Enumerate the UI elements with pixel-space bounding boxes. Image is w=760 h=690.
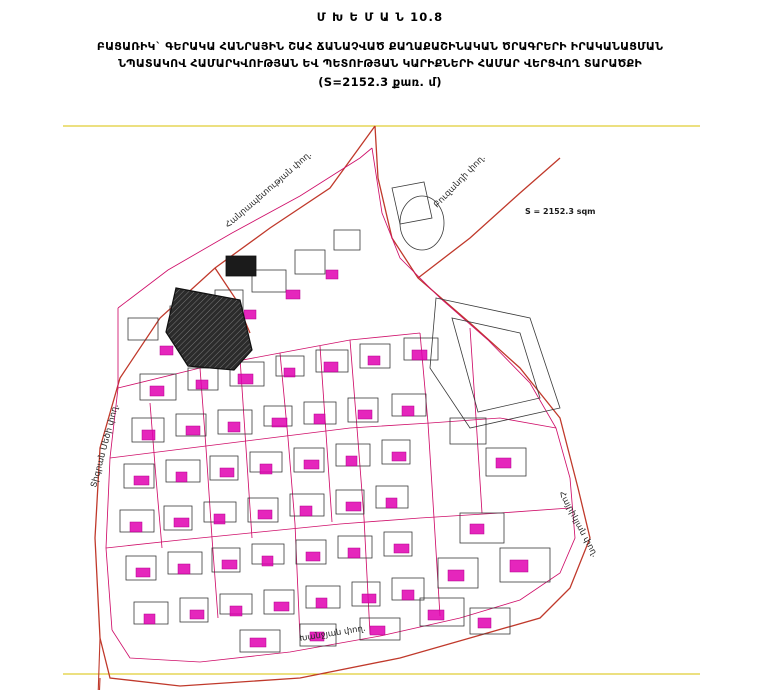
document-number: Մ Խ Ե Մ Ա Ն 10.8 <box>316 10 444 24</box>
street-label-tigran-metsi: Տիգրան Մեծի փող. <box>89 403 122 489</box>
document-title-line2: ՆՊԱՏԱԿՈՎ ՀԱՄԱՐԿՎՈՒԹՅԱՆ ԵՎ ՊԵՏՈՒԹՅԱՆ ԿԱՐԻՔՆԵՐԻ ՀԱՄԱՐ ՎԵՐՑՎՈՂ ՏԱՐԱԾՔԻ <box>118 57 642 71</box>
highlighted-expropriation-area <box>166 256 256 370</box>
street-label-buzandi: Բուզանդի փող. <box>431 152 488 211</box>
document-title-line1: ԲԱՑԱՌԻԿ` ԳԵՐԱԿԱ ՀԱՆՐԱՅԻՆ ՇԱՀ ՃԱՆԱՉՎԱԾ ՔԱՂԱՔԱՇԻՆԱԿԱՆ ԾՐԱԳՐԵՐԻ ԻՐԱԿԱՆԱՑՄԱՆ <box>96 40 664 53</box>
map-figure <box>0 118 760 690</box>
cadastral-map-svg <box>0 118 760 690</box>
parcel-boundaries <box>106 148 575 662</box>
document-header <box>0 0 760 89</box>
area-annotation: S = 2152.3 sqm <box>525 207 596 216</box>
building-footprints <box>120 182 560 652</box>
street-label-hayrikyan: Հայրիկյան փող. <box>556 489 600 560</box>
street-label-hanrapetutyan: Հանրապետության փող. <box>223 149 314 231</box>
document-subtitle: (S=2152.3 քառ. մ) <box>318 75 442 90</box>
street-label-khanjyan: Խանջյան փող. <box>298 623 367 644</box>
road-network <box>95 126 590 690</box>
